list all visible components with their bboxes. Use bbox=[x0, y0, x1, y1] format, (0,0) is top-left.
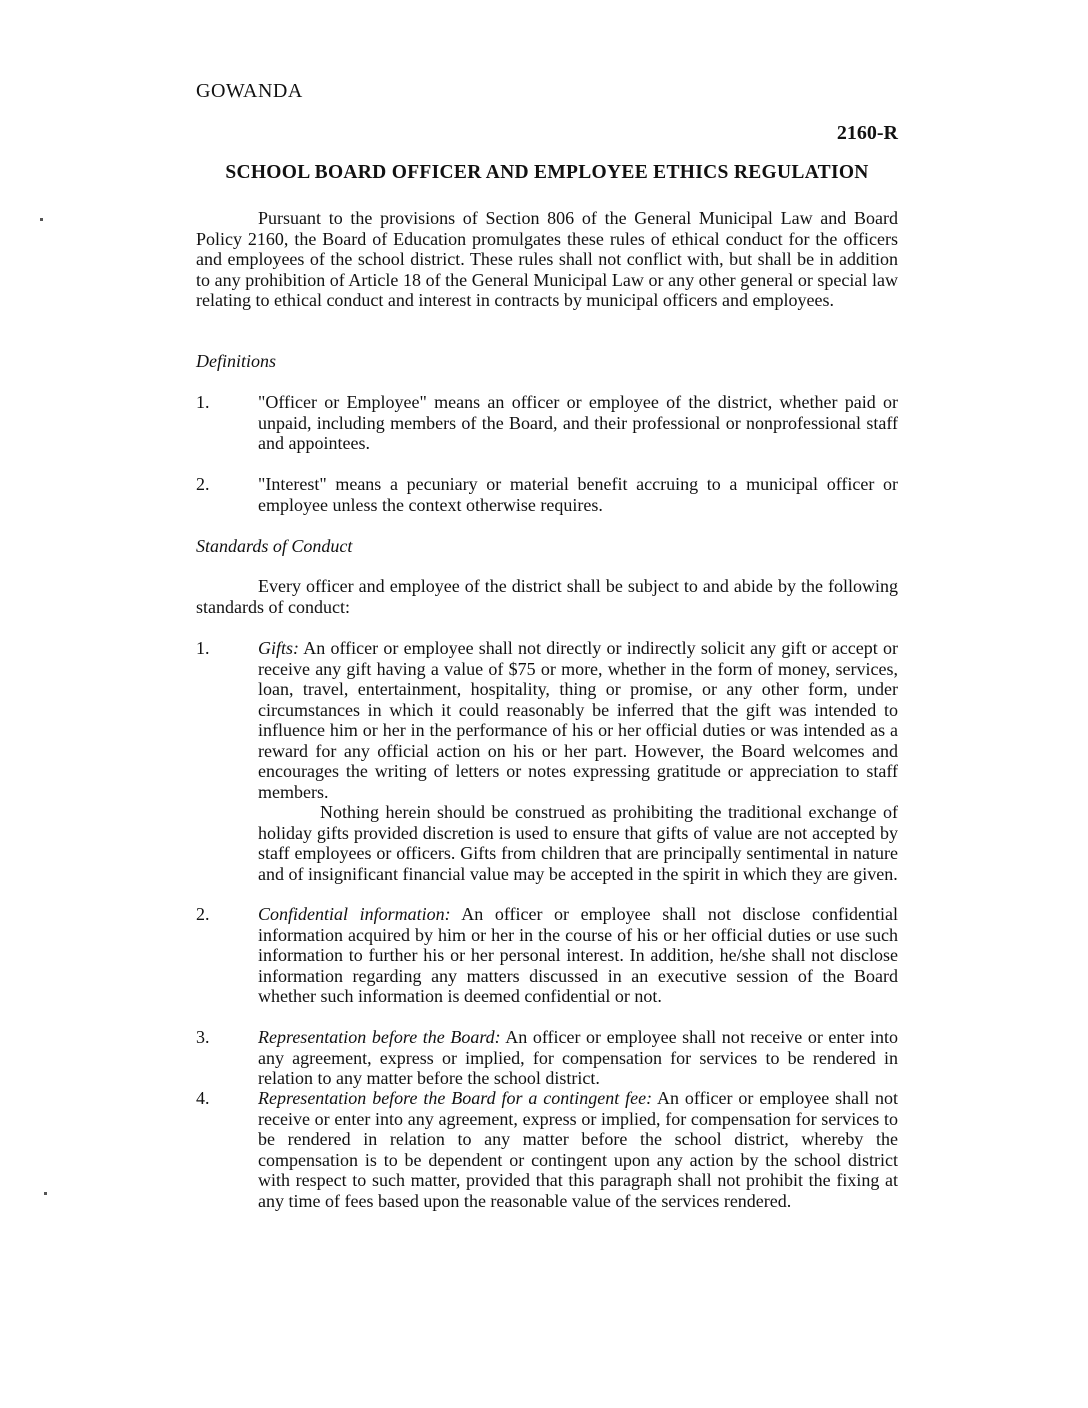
item-title: Representation before the Board for a contingent fee: bbox=[258, 1088, 653, 1108]
item-number: 4. bbox=[196, 1088, 210, 1108]
item-text: An officer or employee shall not receive or enter into any agreement, express or implied, for compensation for services to be rendered in relation to any matter before the school district. bbox=[258, 1027, 898, 1088]
definitions-heading: Definitions bbox=[196, 351, 276, 371]
item-body bbox=[258, 904, 898, 1007]
item-number: 2. bbox=[196, 904, 210, 924]
item-text: "Interest" means a pecuniary or material benefit accruing to a municipal officer or employee unless the context otherwise requires. bbox=[258, 474, 898, 515]
item-body bbox=[258, 1027, 898, 1089]
item-title: Confidential information: bbox=[258, 904, 451, 924]
item-body bbox=[258, 1088, 898, 1211]
item-subparagraph: Nothing herein should be construed as prohibiting the traditional exchange of holiday gifts provided discretion is used to ensure that gifts of value are not accepted by staff employees or officers. Gifts from children that are principally sentimental in nature and of insignificant financial value may be accepted in the spirit in which they are given. bbox=[258, 802, 898, 884]
document-title: SCHOOL BOARD OFFICER AND EMPLOYEE ETHICS REGULATION bbox=[225, 162, 869, 183]
standard-item-contingent-fee bbox=[196, 1088, 898, 1211]
definition-item bbox=[196, 474, 898, 515]
standard-item-representation bbox=[196, 1027, 898, 1089]
item-number: 1. bbox=[196, 638, 210, 658]
definition-item bbox=[196, 392, 898, 454]
item-number: 1. bbox=[196, 392, 210, 412]
standard-item-confidential bbox=[196, 904, 898, 1007]
intro-paragraph: Pursuant to the provisions of Section 806 of the General Municipal Law and Board Policy 2160, the Board of Education promulgates these rules of ethical conduct for the officers and employees of the school district. These rules shall not conflict with, but shall be in addition to any prohibition of Article 18 of the General Municipal Law or any other general or special law relating to ethical conduct and interest in contracts by municipal officers and employees. bbox=[196, 208, 898, 310]
scan-speck bbox=[44, 1192, 47, 1195]
scan-speck bbox=[40, 218, 43, 221]
standards-intro: Every officer and employee of the district shall be subject to and abide by the following standards of conduct: bbox=[196, 576, 898, 617]
standard-item-gifts bbox=[196, 638, 898, 884]
item-text: An officer or employee shall not receive or enter into any agreement, express or implied, for compensation for services to be rendered in relation to any matter before the school district, whereby the compensation is to be dependent or contingent upon any action by the school district with respect to such matter, provided that this paragraph shall not prohibit the fixing at any time of fees based upon the reasonable value of the services rendered. bbox=[258, 1088, 898, 1211]
item-body bbox=[258, 638, 898, 884]
policy-code: 2160-R bbox=[836, 122, 898, 144]
district-name: GOWANDA bbox=[196, 80, 303, 102]
item-number: 2. bbox=[196, 474, 210, 494]
item-text: "Officer or Employee" means an officer or employee of the district, whether paid or unpaid, including members of the Board, and their professional or nonprofessional staff and appointees. bbox=[258, 392, 898, 453]
item-number: 3. bbox=[196, 1027, 210, 1047]
item-title: Representation before the Board: bbox=[258, 1027, 501, 1047]
item-text: An officer or employee shall not directly or indirectly solicit any gift or accept or receive any gift having a value of $75 or more, whether in the form of money, services, loan, travel, entertainment, hospitality, thing or promise, or any other form, under circumstances in which it could reasonably be inferred that the gift was intended to influence him or her in the performance of his or her official duties or was intended as a reward for any official action on his or her part. However, the Board welcomes and encourages the writing of letters or notes expressing gratitude or appreciation to staff members. bbox=[258, 638, 898, 802]
standards-heading: Standards of Conduct bbox=[196, 536, 353, 556]
item-title: Gifts: bbox=[258, 638, 300, 658]
item-text: An officer or employee shall not disclose confidential information acquired by him or her in the course of his or her official duties or use such information to further his or her personal interest. In addition, he/she shall not disclose information regarding any matters discussed in an executive session of the Board whether such information is deemed confidential or not. bbox=[258, 904, 898, 1006]
